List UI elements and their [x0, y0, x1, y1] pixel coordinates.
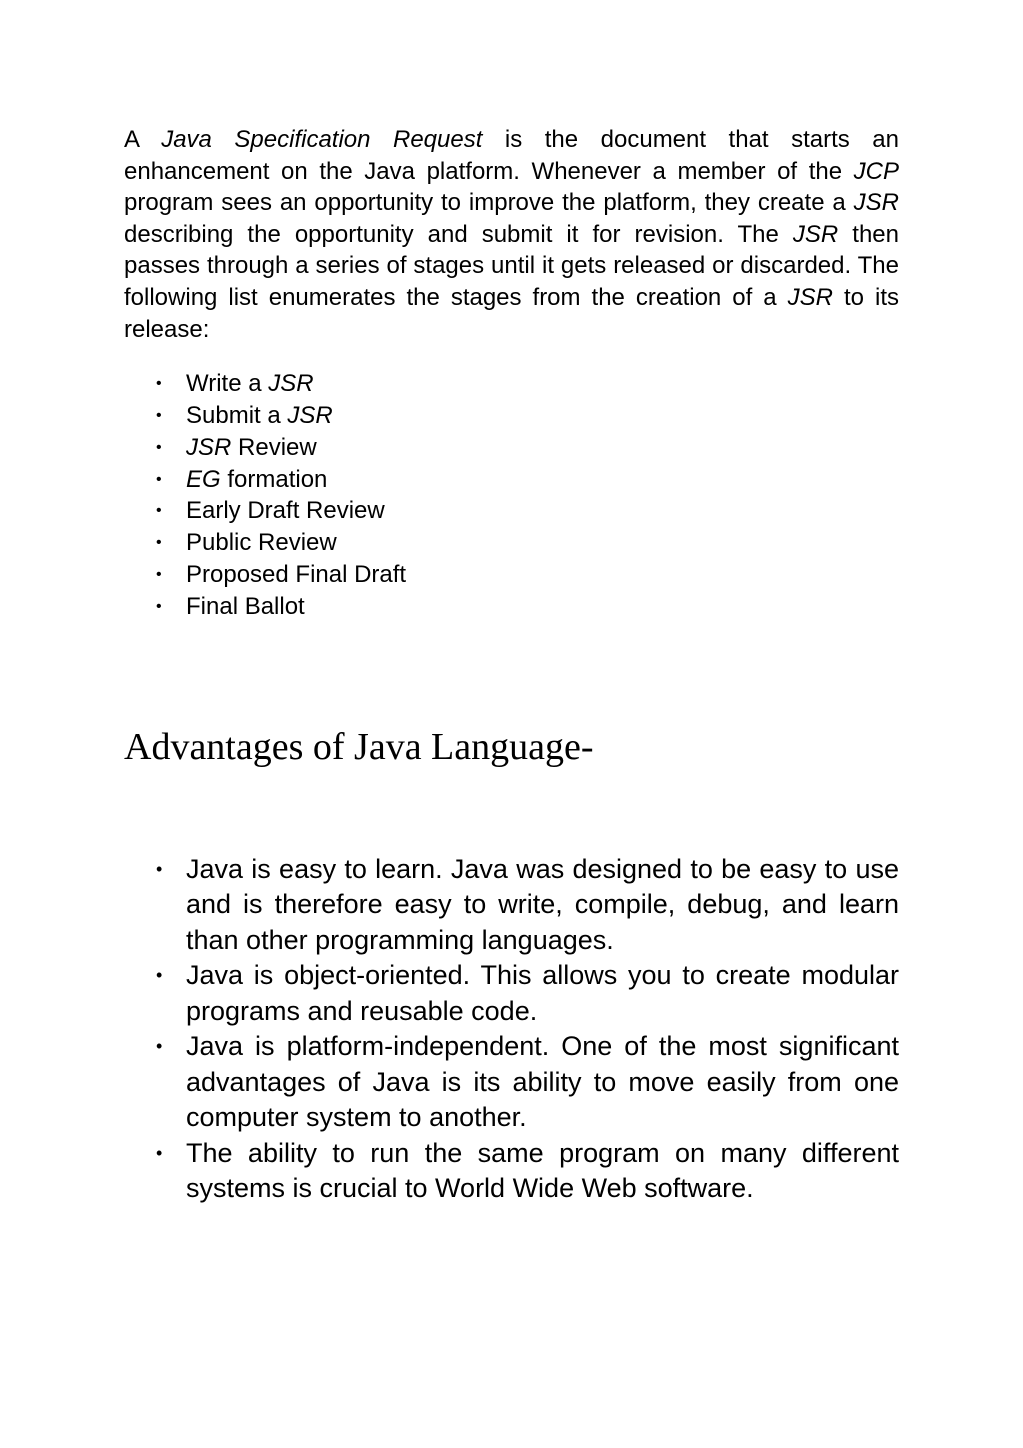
- intro-term-jsr: JSR: [787, 283, 833, 311]
- bullet-icon: •: [156, 565, 162, 583]
- list-item: [124, 432, 899, 464]
- intro-paragraph: [124, 124, 899, 345]
- intro-text: program sees an opportunity to improve the platform, they create a: [124, 189, 854, 217]
- intro-term-jsr: JSR: [853, 189, 899, 217]
- list-item: [124, 1029, 899, 1136]
- stage-text: Public Review: [186, 529, 337, 557]
- intro-text: then passes through a series of stages until it gets released or discarded. The following list enumerates the stages from the creation of a: [124, 220, 899, 311]
- stage-text: Review: [231, 433, 317, 461]
- bullet-icon: •: [156, 597, 162, 615]
- list-item: [124, 852, 899, 959]
- section-heading: Advantages of Java Language-: [124, 725, 594, 768]
- jsr-stages-list: [124, 368, 899, 622]
- bullet-icon: •: [156, 502, 162, 520]
- document-page: [124, 124, 899, 1207]
- bullet-icon: •: [156, 1036, 163, 1057]
- advantages-list: [124, 852, 899, 1207]
- stage-term: EG: [186, 465, 221, 493]
- advantage-text: Java is platform-independent. One of the most significant advantages of Java is its ability to move easily from one computer system to another.: [186, 1031, 899, 1133]
- stage-text: formation: [220, 465, 328, 493]
- list-item: [124, 1136, 899, 1207]
- stage-term: JSR: [186, 433, 232, 461]
- bullet-icon: •: [156, 534, 162, 552]
- stage-text: Submit a: [186, 401, 288, 429]
- bullet-icon: •: [156, 858, 163, 879]
- stage-text: Write a: [186, 370, 269, 398]
- advantage-text: Java is easy to learn. Java was designed to be easy to use and is therefore easy to write, compile, debug, and learn than other programming languages.: [186, 853, 899, 955]
- intro-term-jcp: JCP: [853, 157, 899, 185]
- stage-text: Final Ballot: [186, 592, 305, 620]
- list-item: [124, 527, 899, 559]
- list-item: [124, 958, 899, 1029]
- intro-text: describing the opportunity and submit it for revision. The: [124, 220, 793, 248]
- list-item: [124, 559, 899, 591]
- list-item: [124, 400, 899, 432]
- bullet-icon: •: [156, 965, 163, 986]
- intro-term-jsr: JSR: [792, 220, 839, 248]
- stage-text: Early Draft Review: [186, 497, 385, 525]
- list-item: [124, 464, 899, 496]
- bullet-icon: •: [156, 375, 162, 393]
- list-item: [124, 495, 899, 527]
- list-item: [124, 591, 899, 623]
- intro-text: A: [124, 126, 162, 153]
- list-item: [124, 368, 899, 400]
- stage-term: JSR: [268, 370, 314, 398]
- intro-term-jsr-full: Java Specification Request: [161, 126, 483, 153]
- advantage-text: Java is object-oriented. This allows you to create modular programs and reusable code.: [186, 960, 899, 1026]
- bullet-icon: •: [156, 470, 162, 488]
- intro-text: is the document that starts an enhancement on the Java platform. Whenever a member of the: [124, 126, 899, 185]
- bullet-icon: •: [156, 438, 162, 456]
- stage-term: JSR: [287, 401, 333, 429]
- bullet-icon: •: [156, 406, 162, 424]
- intro-text: to its release:: [124, 283, 899, 343]
- stage-text: Proposed Final Draft: [186, 560, 407, 588]
- bullet-icon: •: [156, 1142, 163, 1163]
- advantage-text: The ability to run the same program on many different systems is crucial to World Wide Web software.: [186, 1137, 899, 1204]
